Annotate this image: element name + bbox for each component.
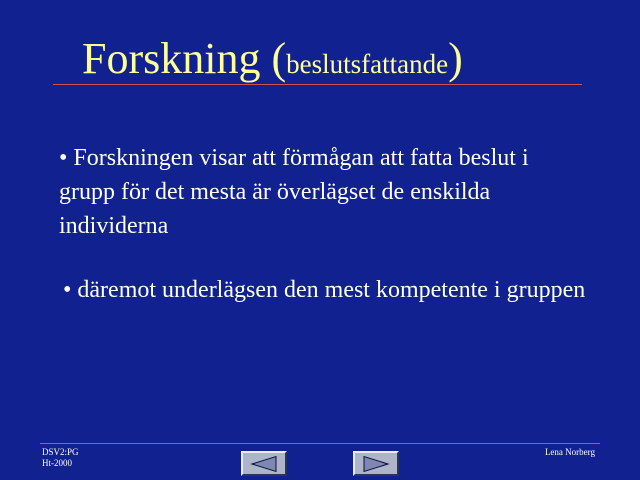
bullet-item: • däremot underlägsen den mest kompetente i gruppen (63, 277, 586, 303)
footer-term: Ht-2000 (42, 458, 72, 468)
bullet-item: • Forskningen visar att förmågan att fatta beslut i grupp för det mesta är överlägset de enskilda individerna (59, 145, 529, 239)
title-close-paren: ) (448, 34, 463, 83)
triangle-left-icon (250, 455, 278, 472)
triangle-right-icon (362, 455, 390, 472)
footer-author: Lena Norberg (544, 447, 595, 457)
title-subtitle: beslutsfattande (286, 49, 449, 79)
title-divider (53, 84, 582, 85)
footer-divider (40, 443, 600, 444)
title-main: Forskning ( (82, 34, 287, 83)
footer-course-code: DSV2:PG (42, 447, 79, 457)
previous-slide-button[interactable] (241, 451, 287, 476)
next-slide-button[interactable] (353, 451, 399, 476)
slide-title (82, 31, 463, 92)
footer-course-info (42, 447, 79, 469)
